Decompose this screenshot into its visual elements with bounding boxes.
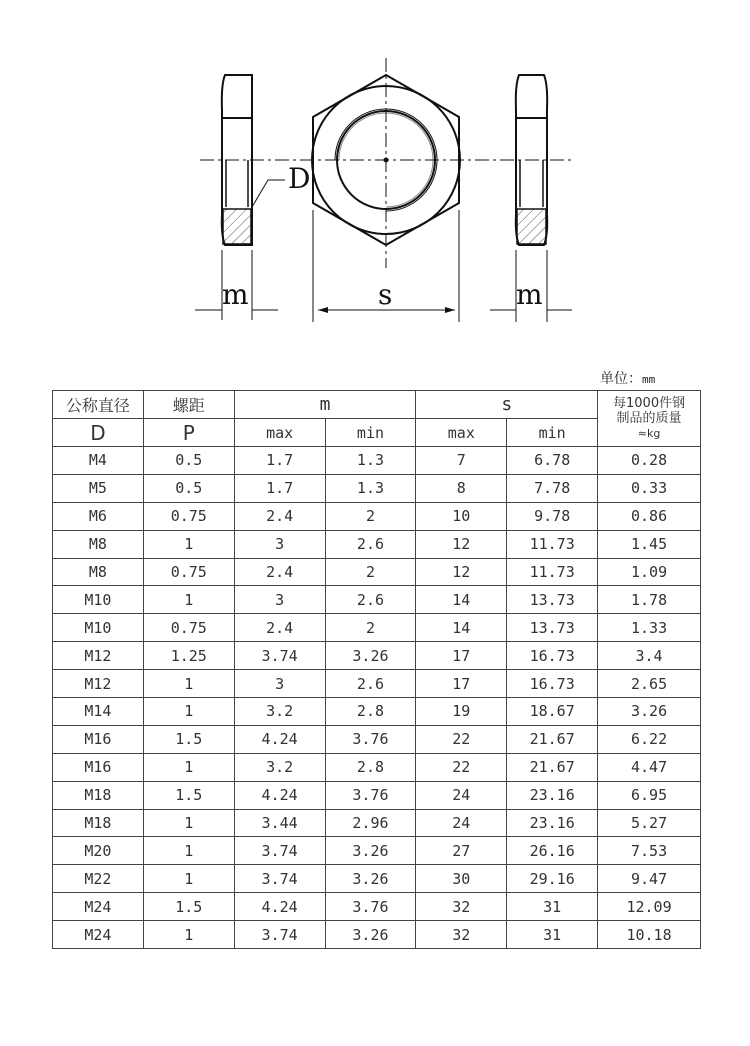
cell-s-max: 22 (416, 753, 507, 781)
cell-m-min: 3.76 (325, 725, 416, 753)
cell-m-min: 3.26 (325, 837, 416, 865)
cell-s-min: 6.78 (507, 447, 598, 475)
cell-size: M8 (53, 530, 144, 558)
cell-pitch: 1.25 (143, 642, 234, 670)
label-d: D (288, 162, 311, 195)
cell-pitch: 1 (143, 530, 234, 558)
cell-pitch: 0.5 (143, 474, 234, 502)
cell-m-max: 1.7 (234, 447, 325, 475)
table-row (53, 865, 701, 893)
dimension-table (52, 390, 701, 949)
cell-s-min: 13.73 (507, 614, 598, 642)
unit-note (600, 368, 655, 388)
cell-s-min: 18.67 (507, 698, 598, 726)
cell-m-max: 2.4 (234, 558, 325, 586)
cell-pitch: 0.75 (143, 558, 234, 586)
cell-m-max: 3.74 (234, 642, 325, 670)
cell-pitch: 1 (143, 670, 234, 698)
cell-m-min: 3.26 (325, 865, 416, 893)
table-row (53, 837, 701, 865)
cell-s-min: 9.78 (507, 502, 598, 530)
cell-s-min: 29.16 (507, 865, 598, 893)
cell-m-min: 2.6 (325, 670, 416, 698)
cell-mass: 3.4 (598, 642, 701, 670)
header-d-cn: 公称直径 (53, 391, 144, 419)
cell-pitch: 1 (143, 809, 234, 837)
cell-m-min: 3.26 (325, 921, 416, 949)
header-m-max: max (234, 419, 325, 447)
table-row (53, 642, 701, 670)
cell-s-min: 16.73 (507, 670, 598, 698)
cell-mass: 5.27 (598, 809, 701, 837)
cell-m-max: 3 (234, 670, 325, 698)
cell-size: M24 (53, 893, 144, 921)
table-row (53, 474, 701, 502)
cell-s-max: 14 (416, 586, 507, 614)
cell-mass: 6.95 (598, 781, 701, 809)
cell-mass: 7.53 (598, 837, 701, 865)
cell-s-max: 24 (416, 809, 507, 837)
table-row (53, 753, 701, 781)
cell-mass: 1.09 (598, 558, 701, 586)
cell-s-max: 17 (416, 670, 507, 698)
cell-s-min: 26.16 (507, 837, 598, 865)
cell-s-min: 11.73 (507, 558, 598, 586)
cell-mass: 12.09 (598, 893, 701, 921)
cell-m-max: 3.2 (234, 698, 325, 726)
cell-s-max: 10 (416, 502, 507, 530)
cell-size: M14 (53, 698, 144, 726)
cell-m-min: 2 (325, 614, 416, 642)
cell-m-min: 2 (325, 558, 416, 586)
cell-pitch: 1 (143, 753, 234, 781)
label-m-left: m (222, 278, 249, 311)
cell-size: M24 (53, 921, 144, 949)
cell-size: M10 (53, 614, 144, 642)
cell-m-max: 4.24 (234, 781, 325, 809)
nut-technical-drawing (0, 0, 750, 340)
table-row (53, 502, 701, 530)
cell-s-min: 23.16 (507, 781, 598, 809)
cell-s-min: 23.16 (507, 809, 598, 837)
cell-s-min: 16.73 (507, 642, 598, 670)
cell-pitch: 1 (143, 837, 234, 865)
cell-size: M6 (53, 502, 144, 530)
cell-s-max: 17 (416, 642, 507, 670)
cell-mass: 1.33 (598, 614, 701, 642)
cell-s-max: 12 (416, 558, 507, 586)
cell-m-min: 2.8 (325, 753, 416, 781)
header-s-max: max (416, 419, 507, 447)
cell-pitch: 0.75 (143, 502, 234, 530)
cell-size: M22 (53, 865, 144, 893)
table-row (53, 725, 701, 753)
cell-pitch: 0.5 (143, 447, 234, 475)
cell-size: M20 (53, 837, 144, 865)
table-row (53, 447, 701, 475)
cell-size: M12 (53, 642, 144, 670)
cell-m-max: 2.4 (234, 502, 325, 530)
header-m-min: min (325, 419, 416, 447)
header-p-cn: 螺距 (143, 391, 234, 419)
cell-s-max: 14 (416, 614, 507, 642)
mass-line1: 每1000件钢 (613, 396, 686, 411)
cell-pitch: 1 (143, 865, 234, 893)
table-row (53, 809, 701, 837)
cell-size: M5 (53, 474, 144, 502)
cell-m-min: 1.3 (325, 447, 416, 475)
unit-value: mm (642, 373, 656, 386)
cell-s-max: 7 (416, 447, 507, 475)
label-s: s (378, 278, 393, 311)
cell-size: M18 (53, 781, 144, 809)
table-row (53, 558, 701, 586)
cell-m-max: 3.2 (234, 753, 325, 781)
cell-pitch: 1.5 (143, 893, 234, 921)
mass-line3: ≈kg (637, 427, 661, 440)
cell-m-max: 3.74 (234, 837, 325, 865)
cell-pitch: 1 (143, 921, 234, 949)
cell-size: M4 (53, 447, 144, 475)
header-m: m (234, 391, 416, 419)
cell-m-max: 4.24 (234, 725, 325, 753)
cell-size: M16 (53, 753, 144, 781)
cell-s-max: 22 (416, 725, 507, 753)
cell-size: M12 (53, 670, 144, 698)
cell-m-min: 2 (325, 502, 416, 530)
cell-s-max: 32 (416, 893, 507, 921)
header-p: P (143, 419, 234, 447)
cell-m-max: 1.7 (234, 474, 325, 502)
table-row (53, 893, 701, 921)
cell-m-max: 3 (234, 586, 325, 614)
table-row (53, 530, 701, 558)
cell-s-max: 8 (416, 474, 507, 502)
cell-s-max: 32 (416, 921, 507, 949)
cell-m-max: 4.24 (234, 893, 325, 921)
cell-mass: 2.65 (598, 670, 701, 698)
cell-size: M10 (53, 586, 144, 614)
cell-m-min: 2.6 (325, 530, 416, 558)
cell-m-min: 3.26 (325, 642, 416, 670)
cell-mass: 1.78 (598, 586, 701, 614)
header-s-min: min (507, 419, 598, 447)
cell-pitch: 1 (143, 586, 234, 614)
table-row (53, 586, 701, 614)
cell-s-max: 24 (416, 781, 507, 809)
cell-m-max: 2.4 (234, 614, 325, 642)
cell-m-min: 3.76 (325, 781, 416, 809)
cell-m-max: 3 (234, 530, 325, 558)
cell-pitch: 1.5 (143, 725, 234, 753)
cell-m-min: 2.8 (325, 698, 416, 726)
cell-m-max: 3.44 (234, 809, 325, 837)
cell-s-min: 31 (507, 893, 598, 921)
cell-pitch: 1 (143, 698, 234, 726)
table-row (53, 781, 701, 809)
cell-m-max: 3.74 (234, 921, 325, 949)
cell-mass: 10.18 (598, 921, 701, 949)
cell-mass: 3.26 (598, 698, 701, 726)
label-m-right: m (516, 278, 543, 311)
unit-label: 单位： (600, 371, 642, 387)
cell-mass: 9.47 (598, 865, 701, 893)
table-row (53, 670, 701, 698)
table-row (53, 921, 701, 949)
cell-s-min: 31 (507, 921, 598, 949)
cell-s-max: 30 (416, 865, 507, 893)
cell-m-min: 2.6 (325, 586, 416, 614)
table-row (53, 614, 701, 642)
cell-mass: 0.33 (598, 474, 701, 502)
cell-m-min: 2.96 (325, 809, 416, 837)
cell-m-min: 3.76 (325, 893, 416, 921)
cell-m-min: 1.3 (325, 474, 416, 502)
cell-size: M18 (53, 809, 144, 837)
cell-mass: 4.47 (598, 753, 701, 781)
cell-mass: 0.86 (598, 502, 701, 530)
cell-s-min: 21.67 (507, 725, 598, 753)
cell-s-min: 21.67 (507, 753, 598, 781)
cell-s-max: 12 (416, 530, 507, 558)
header-d: D (53, 419, 144, 447)
cell-s-min: 13.73 (507, 586, 598, 614)
cell-mass: 6.22 (598, 725, 701, 753)
header-s: s (416, 391, 598, 419)
cell-s-min: 11.73 (507, 530, 598, 558)
cell-s-max: 19 (416, 698, 507, 726)
header-mass (598, 391, 701, 447)
cell-mass: 0.28 (598, 447, 701, 475)
cell-s-min: 7.78 (507, 474, 598, 502)
cell-mass: 1.45 (598, 530, 701, 558)
cell-pitch: 1.5 (143, 781, 234, 809)
cell-pitch: 0.75 (143, 614, 234, 642)
mass-line2: 制品的质量 (616, 411, 682, 426)
cell-size: M8 (53, 558, 144, 586)
cell-s-max: 27 (416, 837, 507, 865)
table-row (53, 698, 701, 726)
cell-size: M16 (53, 725, 144, 753)
cell-m-max: 3.74 (234, 865, 325, 893)
